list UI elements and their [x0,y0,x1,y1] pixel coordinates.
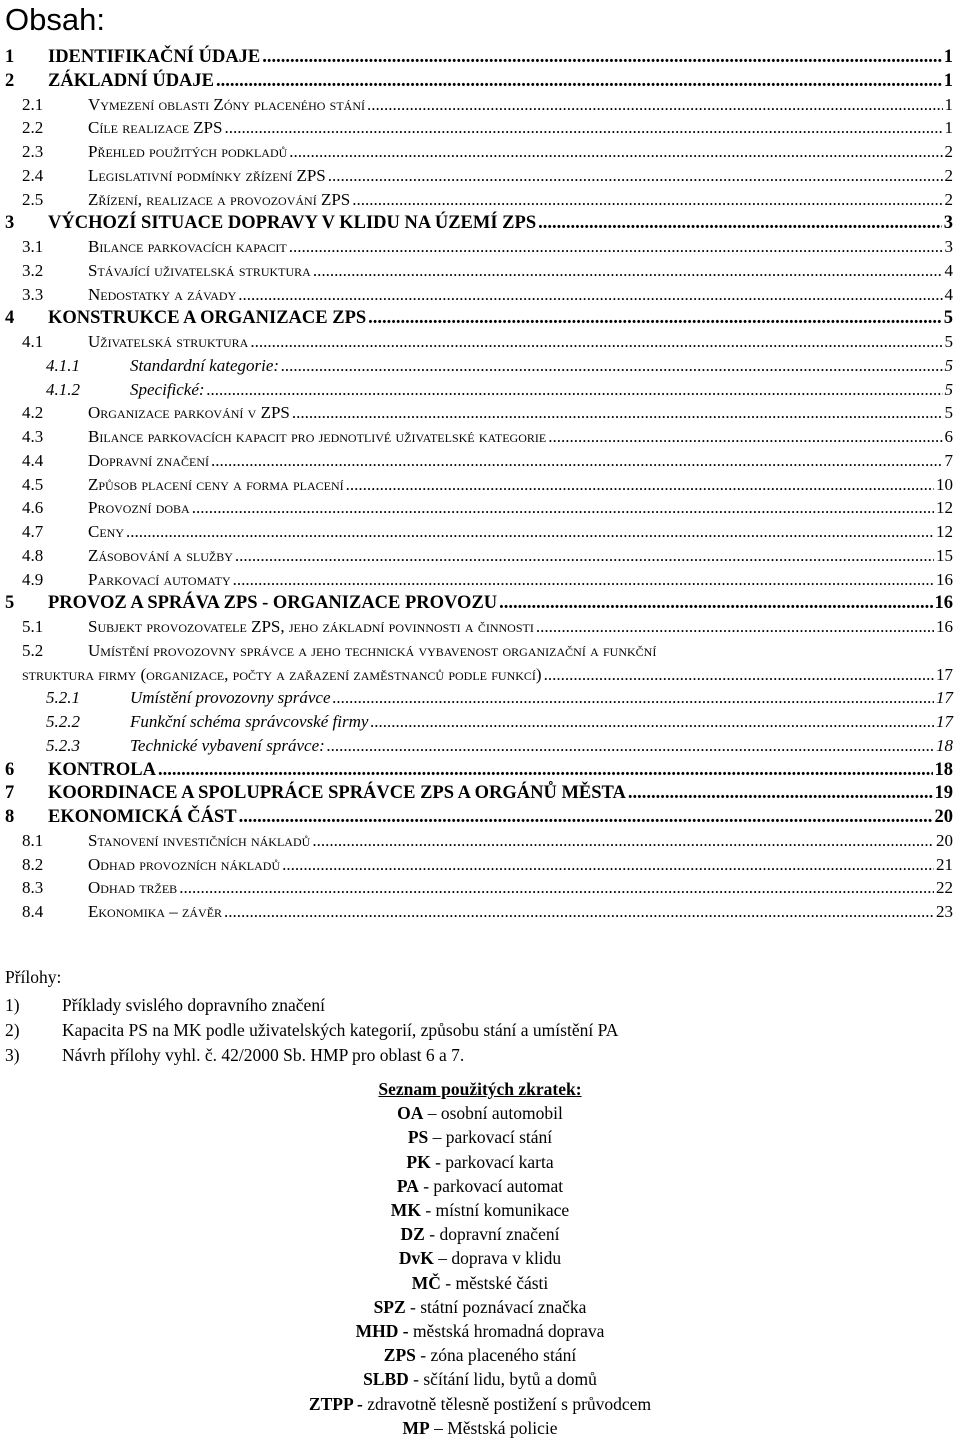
abbreviation-item [0,1416,960,1440]
toc-entry[interactable] [0,473,960,497]
toc-entry-label: Vymezení oblasti Zóny placeného stání [88,94,365,114]
abbreviation-meaning: městská hromadná doprava [412,1321,605,1342]
toc-entry-page: 5 [943,308,953,329]
toc-entry-page: 17 [936,664,953,684]
toc-entry-number: 2.5 [22,189,44,209]
abbreviation-meaning: městské části [455,1272,549,1293]
toc-entry-number: 2.2 [22,118,44,138]
abbreviation-code: ZPS [383,1345,416,1366]
toc-entry-number: 4 [5,308,15,329]
toc-entry[interactable] [0,449,960,473]
abbreviation-separator: – [428,1127,446,1148]
toc-entry-label: Odhad provozních nákladů [88,854,281,874]
toc-entry-number: 5.2.3 [46,735,80,755]
attachment-number: 3) [5,1045,20,1065]
abbreviation-separator: - [418,1175,434,1196]
toc-entry-label: Způsob placení ceny a forma placení [88,474,344,494]
toc-entry-number: 8.1 [22,830,44,850]
abbreviation-item [0,1198,960,1222]
toc-entry-page: 3 [944,237,953,256]
abbreviation-meaning: zóna placeného stání [430,1345,577,1366]
abbreviation-item [0,1392,960,1416]
toc-entry[interactable] [0,544,960,568]
attachment-item [5,993,618,1018]
toc-entry-label: Umístění provozovny správce a jeho technická vybavenost organizační a funkční [88,640,657,660]
toc-entry-page: 16 [934,593,953,614]
toc-leader-dots [126,520,934,544]
toc-entry-label: IDENTIFIKAČNÍ ÚDAJE [48,47,261,67]
toc-entry-number: 2.3 [22,142,44,161]
toc-entry-number: 5 [5,593,15,614]
abbreviation-item [0,1295,960,1319]
toc-entry-page: 6 [944,427,953,446]
toc-leader-dots [281,354,942,378]
abbreviation-item [0,1319,960,1343]
toc-entry-continuation[interactable] [0,663,960,687]
toc-entry[interactable] [0,520,960,544]
toc-leader-dots [346,473,934,497]
toc-entry[interactable] [0,425,960,449]
toc-entry-number: 5.2.2 [46,712,80,731]
toc-entry[interactable] [0,116,960,140]
toc-leader-dots [235,544,934,568]
abbreviation-item [0,1222,960,1246]
toc-leader-dots [233,568,934,592]
toc-entry-label: Standardní kategorie: [130,355,280,375]
abbreviation-code: OA [397,1103,424,1124]
abbreviation-meaning: doprava v klidu [451,1248,562,1269]
abbreviations-list [0,1101,960,1440]
toc-entry-number: 8.3 [22,878,44,898]
attachment-number: 2) [5,1020,20,1040]
toc-entry-page: 5 [944,379,953,399]
toc-leader-dots [333,686,935,710]
abbreviation-code: MP [402,1417,430,1438]
abbreviation-separator: - [405,1296,421,1317]
toc-entry[interactable] [0,354,960,378]
toc-leader-dots [367,93,943,117]
toc-entry-number: 8 [5,807,15,827]
toc-leader-dots [216,69,942,93]
toc-entry[interactable] [0,734,960,758]
toc-entry-number: 2.4 [22,165,44,185]
toc-entry-page: 18 [934,759,953,780]
toc-entry-label: Stávající uživatelská struktura [88,260,311,280]
toc-entry-page: 16 [936,617,953,636]
toc-entry-label: Technické vybavení správce: [130,735,325,755]
abbreviation-separator: - [420,1200,436,1221]
abbreviation-separator: – [423,1103,441,1124]
abbreviation-separator: - [430,1151,446,1172]
toc-entry-page: 5 [944,355,953,375]
abbreviations-title: Seznam použitých zkratek: [378,1079,582,1099]
toc-entry[interactable] [0,235,960,259]
abbreviation-meaning: Městská policie [447,1417,558,1438]
toc-entry[interactable] [0,378,960,402]
abbreviation-code: MČ [411,1272,441,1293]
toc-leader-dots [289,140,942,164]
toc-entry-label: Zásobování a služby [88,545,233,565]
toc-entry-label: Specifické: [130,379,205,399]
toc-entry-page: 16 [936,569,953,589]
toc-entry[interactable] [0,591,960,615]
toc-entry[interactable] [0,164,960,188]
toc-entry-number: 4.3 [22,427,44,446]
toc-leader-dots [544,663,934,687]
page-title: Obsah: [5,2,105,37]
toc-entry-page: 15 [936,545,953,565]
toc-entry-number: 2.1 [22,94,44,114]
toc-entry-page: 4 [944,284,953,304]
attachments-title: Přílohy: [5,967,62,987]
abbreviation-item [0,1271,960,1295]
toc-leader-dots [179,876,934,900]
abbreviation-meaning: parkovací stání [445,1127,553,1148]
toc-entry-label: Ceny [88,522,125,541]
toc-entry-page: 2 [944,165,953,185]
toc-leader-dots [327,734,934,758]
toc-entry[interactable] [0,758,960,782]
toc-entry-number: 4.7 [22,522,44,541]
toc-leader-dots [224,900,934,924]
toc-entry-label: ZÁKLADNÍ ÚDAJE [48,70,215,91]
toc-leader-dots [207,378,943,402]
toc-leader-dots [312,829,934,853]
toc-entry-page: 12 [936,522,953,541]
toc-entry-number: 6 [5,759,15,780]
abbreviation-code: DvK [398,1248,434,1269]
abbreviation-code: PS [407,1127,429,1148]
toc-entry-label: Legislativní podmínky zřízení ZPS [88,165,326,185]
toc-leader-dots [328,164,943,188]
abbreviation-code: SLBD [363,1369,409,1390]
toc-entry-page: 2 [944,189,953,209]
toc-entry[interactable] [0,781,960,805]
toc-entry-number: 3 [5,213,15,234]
toc-leader-dots [368,306,942,330]
abbreviation-separator: - [424,1224,440,1245]
toc-entry-page: 19 [934,783,953,804]
toc-entry-page: 2 [944,142,953,161]
toc-entry[interactable] [0,188,960,212]
attachment-text: Kapacita PS na MK podle uživatelských kategorií, způsobu stání a umístění PA [62,1020,619,1040]
toc-entry-label: Stanovení investičních nákladů [88,830,311,850]
toc-leader-dots [211,449,943,473]
toc-entry[interactable] [0,686,960,710]
abbreviation-code: DZ [400,1224,425,1245]
toc-entry-page: 4 [944,260,953,280]
toc-entry-number: 4.2 [22,403,44,423]
toc-entry-page: 12 [936,498,953,518]
toc-entry-page: 7 [944,450,953,470]
toc-entry-page: 5 [944,403,953,423]
toc-entry-page: 3 [943,213,953,234]
toc-entry-number: 3.2 [22,260,44,280]
toc-entry-label: Provozní doba [88,498,190,518]
toc-entry[interactable] [0,45,960,69]
toc-leader-dots [548,425,942,449]
toc-entry-label: PROVOZ A SPRÁVA ZPS - ORGANIZACE PROVOZU [48,593,498,614]
toc-leader-dots [499,591,932,615]
toc-entry-number: 7 [5,783,15,804]
abbreviation-meaning: dopravní značení [439,1224,560,1245]
toc-entry-number: 5.2.1 [46,688,80,708]
abbreviation-item [0,1150,960,1174]
toc-entry-number: 4.4 [22,450,44,470]
toc-entry-number: 8.2 [22,854,44,874]
toc-entry-page: 1 [943,47,953,67]
toc-leader-dots [250,330,942,354]
toc-entry-label: Dopravní značení [88,450,209,470]
abbreviation-item [0,1246,960,1270]
toc-entry-number: 4.8 [22,545,44,565]
abbreviation-code: SPZ [373,1296,406,1317]
toc-entry[interactable] [0,496,960,520]
toc-entry-label: struktura firmy (organizace, počty a zařazení zaměstnanců podle funkcí) [22,664,542,684]
toc-entry-label: KONSTRUKCE A ORGANIZACE ZPS [48,308,367,329]
toc-entry-number: 3.1 [22,237,44,256]
toc-entry-label: VÝCHOZÍ SITUACE DOPRAVY V KLIDU NA ÚZEMÍ ZPS [48,213,537,234]
toc-entry-page: 23 [936,902,953,921]
toc-entry-number: 8.4 [22,902,44,921]
toc-entry-page: 18 [936,735,953,755]
abbreviation-item [0,1367,960,1391]
toc-entry-page: 17 [936,688,953,708]
toc-entry-label: Bilance parkovacích kapacit pro jednotlivé uživatelské kategorie [88,427,547,446]
abbreviation-separator: – [433,1248,452,1269]
abbreviation-meaning: sčítání lidu, bytů a domů [423,1369,597,1390]
toc-entry[interactable] [0,900,960,924]
toc-entry-number: 4.1.1 [46,355,80,375]
toc-entry-label: Odhad tržeb [88,878,178,898]
abbreviation-code: ZTPP - [308,1393,363,1414]
toc-entry-page: 5 [944,332,953,351]
toc-entry-label: Nedostatky a závady [88,284,237,304]
abbreviation-separator: – [429,1417,448,1438]
toc-entry-label: Přehled použitých podkladů [88,142,288,161]
toc-leader-dots [538,211,942,235]
toc-entry-number: 3.3 [22,284,44,304]
abbreviations-section [0,1077,960,1440]
toc-entry-page: 1 [943,70,953,91]
abbreviation-separator: - [440,1272,456,1293]
attachment-text: Příklady svislého dopravního značení [62,995,325,1015]
abbreviation-item [0,1174,960,1198]
toc-leader-dots [352,188,942,212]
toc-entry[interactable] [0,853,960,877]
abbreviation-item [0,1101,960,1125]
abbreviation-item [0,1125,960,1149]
toc-entry-label: Uživatelská struktura [88,332,249,351]
toc-entry-number: 4.6 [22,498,44,518]
abbreviation-meaning: osobní automobil [440,1103,563,1124]
abbreviation-code: MHD - [355,1321,409,1342]
toc-entry-label: Subjekt provozovatele ZPS, jeho základní povinnosti a činnosti [88,617,534,636]
attachments-section [5,965,618,1068]
toc-entry[interactable] [0,615,960,639]
toc-entry-number: 5.2 [22,640,44,660]
toc-entry-page: 1 [944,118,953,138]
abbreviation-meaning: místní komunikace [435,1200,570,1221]
attachment-number: 1) [5,995,20,1015]
toc-entry-page: 20 [936,830,953,850]
toc-entry[interactable] [0,211,960,235]
toc-leader-dots [289,235,943,259]
toc-entry-page: 20 [934,807,953,827]
abbreviation-meaning: parkovací karta [445,1151,554,1172]
abbreviation-item [0,1343,960,1367]
toc-entry-label: Bilance parkovacích kapacit [88,237,287,256]
toc-leader-dots [158,758,933,782]
abbreviation-code: PK [406,1151,431,1172]
toc-entry[interactable] [0,306,960,330]
abbreviation-meaning: parkovací automat [433,1175,564,1196]
toc-entry-number: 4.1.2 [46,379,80,399]
toc-entry-label: Ekonomika – závěr [88,902,223,921]
toc-entry-label: Zřízení, realizace a provozování ZPS [88,189,351,209]
toc-entry[interactable] [0,568,960,592]
toc-entry-page: 22 [936,878,953,898]
toc-leader-dots [370,710,934,734]
toc-entry[interactable] [0,283,960,307]
toc-leader-dots [292,401,943,425]
toc-entry-page: 1 [944,94,953,114]
toc-entry-label: EKONOMICKÁ ČÁST [48,807,237,827]
toc-leader-dots [282,853,934,877]
toc-entry-number: 5.1 [22,617,44,636]
abbreviation-meaning: státní poznávací značka [420,1296,587,1317]
toc-entry-label: Umístění provozovny správce [130,688,331,708]
toc-entry[interactable] [0,140,960,164]
toc-entry-label: Organizace parkování v ZPS [88,403,290,423]
abbreviation-code: MK [390,1200,421,1221]
toc-entry-label: KONTROLA [48,759,156,780]
toc-entry[interactable] [0,639,960,663]
toc-leader-dots [262,45,941,69]
toc-entry-page: 21 [936,854,953,874]
toc-leader-dots [313,259,943,283]
toc-leader-dots [238,283,942,307]
toc-entry-page: 17 [936,712,953,731]
toc-entry-page: 10 [936,474,953,494]
toc-entry-label: Funkční schéma správcovské firmy [130,712,369,731]
toc-entry-label: Parkovací automaty [88,569,231,589]
attachment-item [5,1043,618,1068]
toc-entry[interactable] [0,829,960,853]
toc-leader-dots [192,496,934,520]
toc-leader-dots [536,615,934,639]
toc-entry[interactable] [0,69,960,93]
abbreviation-separator: - [415,1345,431,1366]
toc-entry[interactable] [0,876,960,900]
toc-entry-number: 1 [5,47,15,67]
toc-leader-dots [239,805,933,829]
toc-entry[interactable] [0,710,960,734]
toc-entry[interactable] [0,330,960,354]
toc-entry[interactable] [0,401,960,425]
attachment-text: Návrh přílohy vyhl. č. 42/2000 Sb. HMP pro oblast 6 a 7. [62,1045,465,1065]
toc-entry-number: 4.1 [22,332,44,351]
attachment-item [5,1018,618,1043]
abbreviation-code: PA [396,1175,419,1196]
toc-leader-dots [628,781,933,805]
toc-leader-dots [224,116,942,140]
toc-entry-number: 4.9 [22,569,44,589]
toc-entry-label: Cíle realizace ZPS [88,118,223,138]
toc-entry-number: 4.5 [22,474,44,494]
toc-entry[interactable] [0,805,960,829]
toc-entry-label: KOORDINACE A SPOLUPRÁCE SPRÁVCE ZPS A ORGÁNŮ MĚSTA [48,783,626,804]
toc-entry-number: 2 [5,70,15,91]
abbreviation-meaning: zdravotně tělesně postižení s průvodcem [367,1393,652,1414]
toc-entry[interactable] [0,259,960,283]
toc-entry[interactable] [0,93,960,117]
abbreviation-separator: - [408,1369,424,1390]
